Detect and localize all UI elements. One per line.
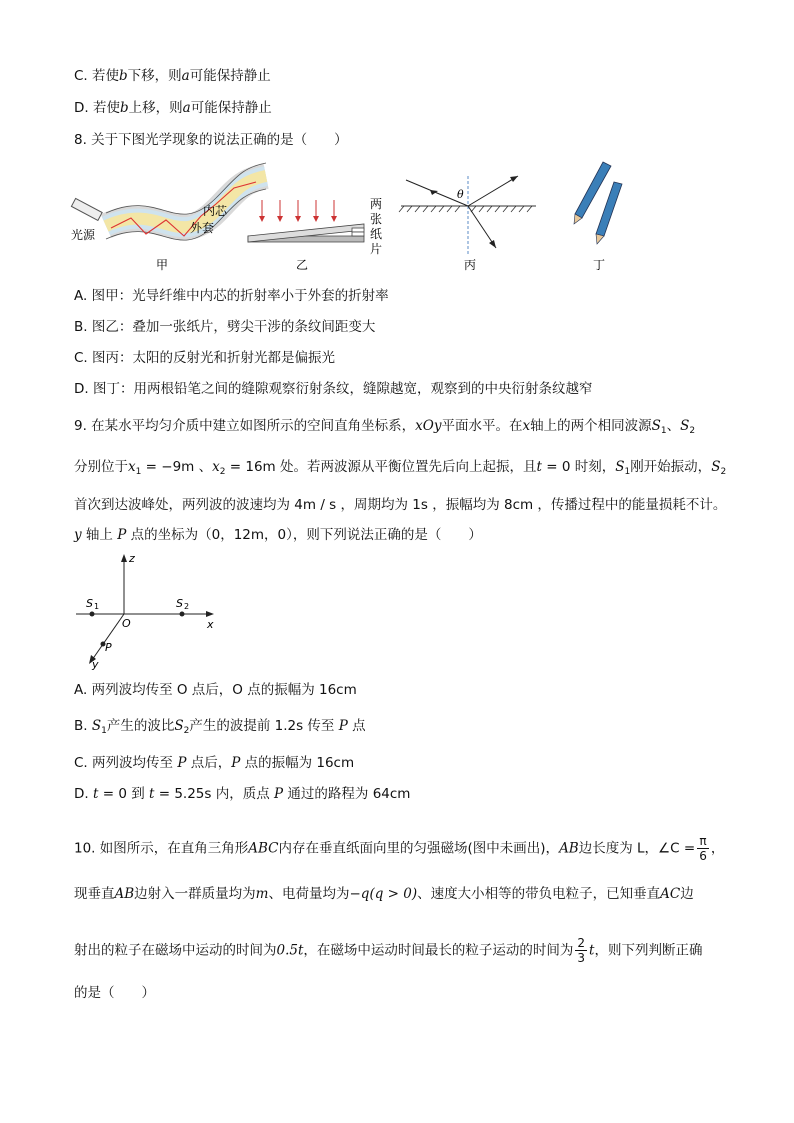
text: 上移，则 <box>128 100 183 116</box>
q8-option-d: D. 图丁：用两根铅笔之间的缝隙观察衍射条纹，缝隙越宽，观察到的中央衍射条纹越窄 <box>74 381 593 397</box>
text: C. 两列波均传至 <box>74 755 178 771</box>
text: = 16m 处。若两波源从平衡位置先后向上起振，且 <box>225 459 537 475</box>
q9-option-c <box>74 754 354 772</box>
wedge-diagram <box>248 197 382 272</box>
var-a: a <box>182 100 191 116</box>
text: 点 <box>347 718 366 734</box>
q7-option-c <box>74 67 271 85</box>
q10-line-1 <box>74 834 724 863</box>
label-s2-sub: 2 <box>184 602 190 611</box>
label-z: z <box>129 552 135 565</box>
label-s1: S <box>86 597 93 610</box>
text: = −9m 、 <box>141 459 213 475</box>
text: 射出的粒子在磁场中运动的时间为 <box>74 942 277 959</box>
var-t: t <box>92 786 99 802</box>
label-paper: 纸 <box>370 227 383 241</box>
var-s: S <box>174 718 184 734</box>
var-s: S <box>91 718 102 734</box>
label-y: y <box>92 658 99 671</box>
var-p: P <box>338 718 348 734</box>
var-t: t <box>589 942 595 959</box>
q9-option-d <box>74 785 410 803</box>
text: = 5.25s 内，质点 <box>154 786 275 802</box>
text: 10. 如图所示，在直角三角形 <box>74 840 249 857</box>
text: 9. 在某水平均匀介质中建立如图所示的空间直角坐标系， <box>74 418 416 434</box>
var-a: a <box>181 68 190 84</box>
text: = 0 到 <box>98 786 149 802</box>
q9-axes-figure <box>72 548 222 672</box>
q8-stem: 8. 关于下图光学现象的说法正确的是（ ） <box>74 132 348 148</box>
text: 通过的路程为 64cm <box>283 786 411 802</box>
sub: 2 <box>183 726 190 736</box>
var-b: b <box>119 100 129 116</box>
var-time: 0.5t <box>276 942 304 959</box>
text: 、速度大小相等的带负电粒子，已知垂直 <box>417 886 661 902</box>
text: 产生的波比 <box>106 718 175 734</box>
text: 边长度为 L， <box>578 840 659 857</box>
label-s2: S <box>176 597 183 610</box>
var-abc: ABC <box>248 840 279 857</box>
var-b: b <box>119 68 128 84</box>
q9-option-a: A. 两列波均传至 O 点后，O 点的振幅为 16cm <box>74 682 357 698</box>
sub: 2 <box>720 467 727 477</box>
label-neixin: 内芯 <box>203 204 228 218</box>
label-p: P <box>105 641 112 654</box>
label-paper: 两 <box>370 197 383 211</box>
sub: 2 <box>689 426 696 436</box>
text: ，则下列判断正确 <box>594 942 703 959</box>
var-x: x <box>522 418 531 434</box>
var-p: P <box>231 755 241 771</box>
var-y: y <box>74 527 82 543</box>
q9-line-4 <box>74 526 482 544</box>
q8-option-b: B. 图乙：叠加一张纸片，劈尖干涉的条纹间距变大 <box>74 319 376 335</box>
text: C. 若使 <box>74 68 120 84</box>
text: 、电荷量均为 <box>268 886 350 902</box>
text: 点的振幅为 16cm <box>240 755 355 771</box>
var-p: P <box>117 527 127 543</box>
sub: 1 <box>660 426 667 436</box>
q10-line-3 <box>74 936 702 965</box>
sub: 1 <box>624 467 631 477</box>
q9-option-b <box>74 717 366 740</box>
text: = 0 时刻， <box>541 459 616 475</box>
text: 轴上 <box>81 527 118 543</box>
text: D. <box>74 786 89 802</box>
var-s: S <box>651 418 661 434</box>
var-s: S <box>711 459 721 475</box>
light-source-icon <box>71 198 102 220</box>
text: 现垂直 <box>74 886 115 902</box>
text: D. 若使 <box>74 100 120 116</box>
var-s: S <box>615 459 625 475</box>
fraction-pi-6 <box>697 834 709 863</box>
sub: 1 <box>101 726 107 736</box>
q7-option-d <box>74 99 272 117</box>
text: 边 <box>680 886 694 902</box>
pencils-diagram <box>574 162 622 272</box>
q8-option-a: A. 图甲：光导纤维中内芯的折射率小于外套的折射率 <box>74 288 389 304</box>
label-waitao: 外套 <box>190 221 215 235</box>
var-x: x <box>212 459 220 475</box>
q9-line-2 <box>74 458 726 481</box>
fiber-diagram <box>71 163 266 272</box>
var-neg-q: −q <box>349 886 370 902</box>
text: 刚开始振动， <box>630 459 712 475</box>
label-ding: 丁 <box>593 258 606 272</box>
q9-line-3: 首次到达波峰处，两列波的波速均为 4m / s ，周期均为 1s ，振幅均为 8cm ，传播过程中的能量损耗不计。 <box>74 497 727 513</box>
text: 边射入一群质量均为 <box>134 886 256 902</box>
denominator: 6 <box>699 849 707 863</box>
reflection-diagram <box>399 176 536 272</box>
sub: 2 <box>219 467 226 477</box>
text: 平面水平。在 <box>441 418 523 434</box>
text: 可能保持静止 <box>189 68 271 84</box>
numerator: 2 <box>577 936 586 950</box>
var-ab: AB <box>114 886 135 902</box>
text: ， <box>710 840 725 857</box>
label-guangyuan: 光源 <box>71 228 96 242</box>
label-o: O <box>122 617 131 630</box>
text: 内存在垂直纸面向里的匀强磁场(图中未画出)， <box>278 840 560 857</box>
label-jia: 甲 <box>156 258 169 272</box>
var-xoy: xOy <box>415 418 442 434</box>
numerator: π <box>697 834 709 849</box>
text: 、 <box>666 418 681 434</box>
sub: 1 <box>135 467 142 477</box>
text: B. <box>74 718 88 734</box>
q10-line-4: 的是（ ） <box>74 985 155 1001</box>
label-paper: 张 <box>370 212 383 226</box>
text: 下移，则 <box>127 68 182 84</box>
q10-line-2 <box>74 885 694 903</box>
q8-option-c: C. 图丙：太阳的反射光和折射光都是偏振光 <box>74 350 336 366</box>
text: ，在磁场中运动时间最长的粒子运动的时间为 <box>303 942 574 959</box>
text: 轴上的两个相同波源 <box>530 418 652 434</box>
fraction-2-3 <box>575 936 587 965</box>
var-x: x <box>128 459 136 475</box>
var-ab: AB <box>559 840 579 857</box>
text: 点后， <box>186 755 232 771</box>
label-paper: 片 <box>370 242 383 256</box>
label-bing: 丙 <box>464 258 477 272</box>
var-s: S <box>680 418 690 434</box>
label-s1-sub: 1 <box>94 602 100 611</box>
var-t: t <box>149 786 155 802</box>
q-positive: (q > 0) <box>369 886 418 902</box>
label-theta: θ <box>457 188 464 201</box>
text: 分别位于 <box>74 459 128 475</box>
label-x: x <box>207 618 214 631</box>
label-yi: 乙 <box>296 258 309 272</box>
text: 产生的波提前 1.2s 传至 <box>189 718 339 734</box>
angle-c: ∠C = <box>658 840 696 857</box>
var-p: P <box>274 786 284 802</box>
text: 可能保持静止 <box>190 100 272 116</box>
var-ac: AC <box>660 886 681 902</box>
var-p: P <box>177 755 187 771</box>
denominator: 3 <box>577 951 586 965</box>
var-m: m <box>255 886 269 902</box>
q8-figure <box>66 156 646 276</box>
var-t: t <box>536 459 542 475</box>
q9-line-1 <box>74 417 695 440</box>
text: 点的坐标为（0，12m，0），则下列说法正确的是（ ） <box>126 527 482 543</box>
